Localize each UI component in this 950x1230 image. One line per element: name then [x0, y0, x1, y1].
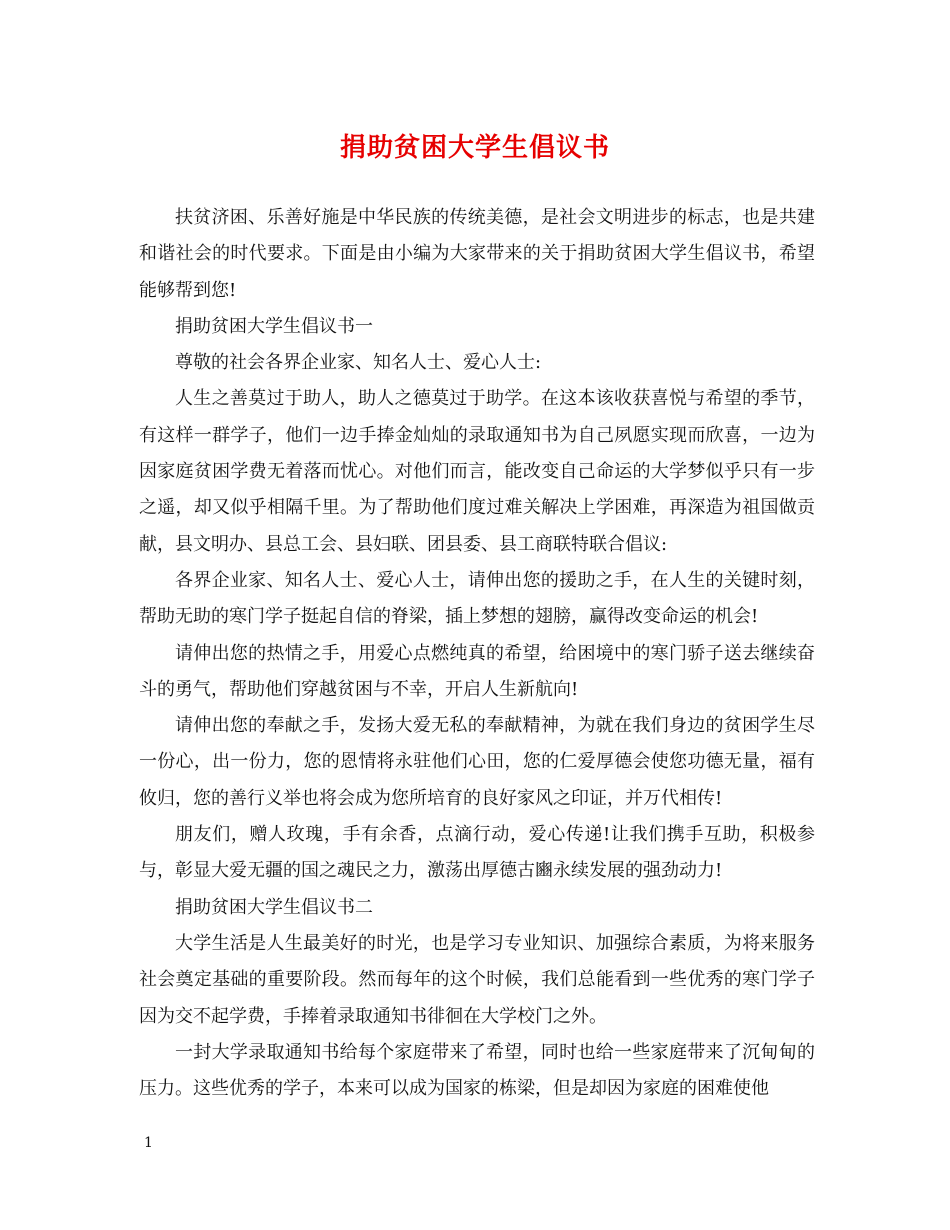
body-paragraph: 一封大学录取通知书给每个家庭带来了希望，同时也给一些家庭带来了沉甸甸的压力。这些优秀的学子，本来可以成为国家的栋梁，但是却因为家庭的困难使他 — [139, 1041, 815, 1100]
body-paragraph: 大学生活是人生最美好的时光，也是学习专业知识、加强综合素质，为将来服务社会奠定基础的重要阶段。然而每年的这个时候，我们总能看到一些优秀的寒门学子因为交不起学费，手捧着录取通知书徘徊在大学校门之外。 — [139, 932, 815, 1027]
document-title: 捐助贫困大学生倡议书 — [339, 133, 610, 163]
intro-paragraph: 扶贫济困、乐善好施是中华民族的传统美德，是社会文明进步的标志，也是共建和谐社会的时代要求。下面是由小编为大家带来的关于捐助贫困大学生倡议书，希望能够帮到您! — [139, 207, 815, 301]
salutation: 尊敬的社会各界企业家、知名人士、爱心人士: — [175, 352, 542, 374]
body-paragraph: 朋友们，赠人玫瑰，手有余香，点滴行动，爱心传递!让我们携手互助，积极参与，彰显大爱无疆的国之魂民之力，激荡出厚德古豳永续发展的强劲动力! — [139, 824, 815, 882]
body-paragraph: 各界企业家、知名人士、爱心人士，请伸出您的援助之手，在人生的关键时刻，帮助无助的寒门学子挺起自信的脊梁，插上梦想的翅膀，赢得改变命运的机会! — [139, 569, 815, 628]
body-paragraph: 请伸出您的奉献之手，发扬大爱无私的奉献精神，为就在我们身边的贫困学生尽一份心，出一份力，您的恩情将永驻他们心田，您的仁爱厚德会使您功德无量，福有攸归，您的善行义举也将会成为您所培育的良好家风之印证，并万代相传! — [139, 715, 815, 809]
document-body — [139, 200, 815, 1107]
section-heading-one: 捐助贫困大学生倡议书一 — [175, 315, 373, 337]
body-paragraph: 人生之善莫过于助人，助人之德莫过于助学。在这本该收获喜悦与希望的季节，有这样一群学子，他们一边手捧金灿灿的录取通知书为自己夙愿实现而欣喜，一边为因家庭贫困学费无着落而忧心。对他们而言，能改变自己命运的大学梦似乎只有一步之遥，却又似乎相隔千里。为了帮助他们度过难关解决上学困难，再深造为祖国做贡献，县文明办、县总工会、县妇联、团县委、县工商联特联合倡议: — [139, 388, 815, 555]
section-heading-two: 捐助贫困大学生倡议书二 — [175, 896, 373, 918]
page-number: 1 — [144, 1135, 153, 1151]
body-paragraph: 请伸出您的热情之手，用爱心点燃纯真的希望，给困境中的寒门骄子送去继续奋斗的勇气，帮助他们穿越贫困与不幸，开启人生新航向! — [139, 642, 815, 700]
